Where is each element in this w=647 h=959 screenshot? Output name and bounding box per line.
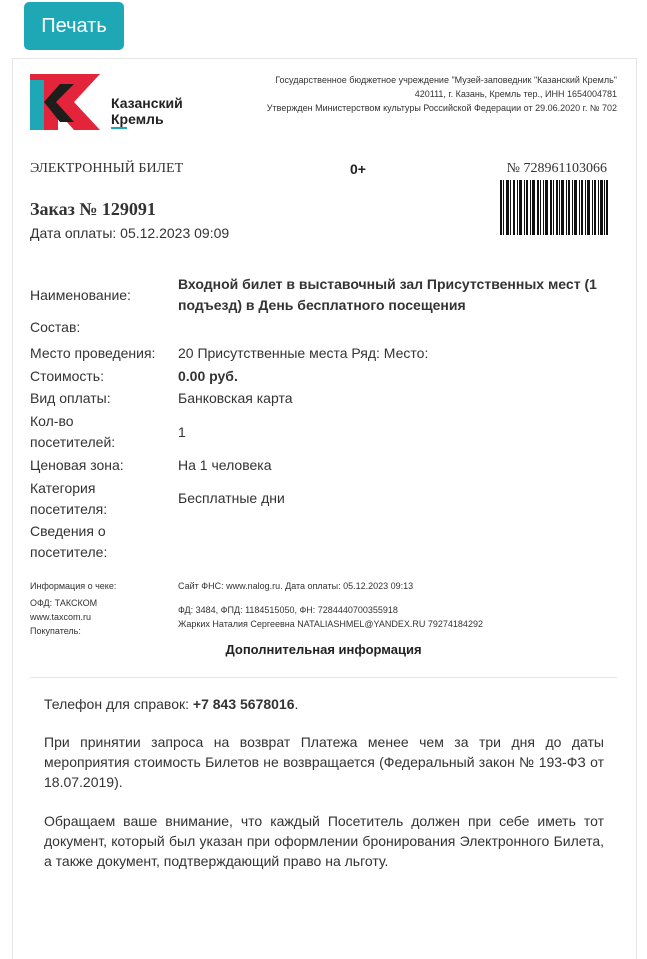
barcode-icon	[500, 180, 608, 235]
logo-underline	[111, 127, 127, 129]
fiscal-line: ФД: 3484, ФПД: 1184515050, ФН: 7284440700355918	[178, 605, 398, 615]
logo-text	[111, 95, 183, 127]
name-label: Наименование:	[30, 287, 131, 303]
visitor-info-label: Сведения о посетителе:	[30, 523, 108, 560]
additional-info-title: Дополнительная информация	[225, 642, 422, 657]
logo-line2: Кремль	[111, 111, 164, 127]
ofd-name: ОФД: ТАКСКОМ	[30, 598, 98, 608]
organization-info	[197, 73, 617, 115]
ticket-type-label: ЭЛЕКТРОННЫЙ БИЛЕТ	[30, 161, 184, 176]
ticket-number: № 728961103066	[506, 161, 607, 176]
cost-value: 0.00 руб.	[178, 368, 238, 384]
print-button[interactable]: Печать	[24, 2, 124, 50]
row-price-zone	[30, 455, 620, 477]
row-pay-type	[30, 388, 620, 410]
row-name	[30, 274, 620, 318]
category-value: Бесплатные дни	[178, 490, 285, 506]
pay-type-value: Банковская карта	[178, 390, 293, 406]
receipt-info-label: Информация о чеке:	[30, 581, 117, 591]
order-number: Заказ № 129091	[30, 199, 156, 219]
org-line3: Утвержден Министерством культуры Российской Федерации от 29.06.2020 г. № 702	[266, 103, 617, 113]
visitors-label: Кол-во посетителей:	[30, 413, 116, 450]
place-label: Место проведения:	[30, 345, 156, 361]
age-rating: 0+	[350, 161, 366, 177]
kazan-kremlin-logo-icon	[30, 74, 100, 130]
document-paragraph: Обращаем ваше внимание, что каждый Посетитель должен при себе иметь тот документ, который был указан при оформлении бронирования Электронного Билета, а также документ, подтверждающий право на льготу.	[44, 813, 604, 869]
row-place	[30, 343, 620, 365]
buyer-line: Жарких Наталия Сергеевна NATALIASHMEL@YANDEX.RU 79274184292	[178, 619, 483, 629]
phone-suffix: .	[294, 696, 299, 712]
org-line2: 420111, г. Казань, Кремль тер., ИНН 1654004781	[414, 89, 617, 99]
row-category	[30, 478, 620, 522]
price-zone-value: На 1 человека	[178, 457, 272, 473]
ofd-site: www.taxcom.ru	[30, 612, 92, 622]
row-visitors	[30, 411, 620, 455]
price-zone-label: Ценовая зона:	[30, 457, 124, 473]
divider	[30, 677, 617, 678]
row-visitor-info	[30, 521, 620, 565]
name-value: Входной билет в выставочный зал Присутственных мест (1 подъезд) в День бесплатного посещения	[178, 276, 597, 313]
phone-paragraph	[44, 694, 604, 714]
fns-line: Сайт ФНС: www.nalog.ru. Дата оплаты: 05.12.2023 09:13	[178, 581, 414, 591]
cost-label: Стоимость:	[30, 368, 104, 384]
pay-type-label: Вид оплаты:	[30, 390, 111, 406]
place-value: 20 Присутственные места Ряд: Место:	[178, 345, 429, 361]
phone-prefix: Телефон для справок:	[44, 696, 193, 712]
row-composition	[30, 317, 620, 339]
row-cost	[30, 366, 620, 388]
category-label: Категория посетителя:	[30, 480, 108, 517]
phone-number: +7 843 5678016	[192, 696, 295, 712]
org-line1: Государственное бюджетное учреждение "Музей-заповедник "Казанский Кремль"	[275, 75, 617, 85]
visitors-value: 1	[178, 424, 186, 440]
pay-date: Дата оплаты: 05.12.2023 09:09	[30, 225, 230, 241]
buyer-label: Покупатель:	[30, 626, 81, 636]
logo-line1: Казанский	[111, 95, 183, 111]
refund-paragraph: При принятии запроса на возврат Платежа менее чем за три дня до даты мероприятия стоимость Билетов не возвращается (Федеральный закон № 193-ФЗ от 18.07.2019).	[44, 734, 604, 790]
composition-label: Состав:	[30, 319, 81, 335]
